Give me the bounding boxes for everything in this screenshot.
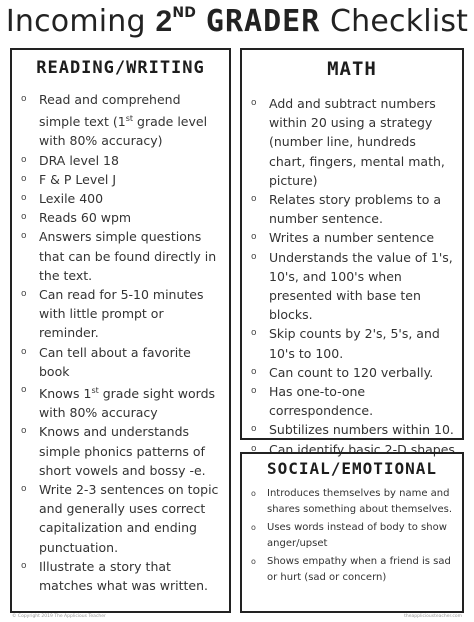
list-item: o Add and subtract numbers within 20 using a strategy (number line, hundreds chart, fingers, mental math, picture)	[251, 96, 445, 188]
list-item: o F & P Level J	[21, 170, 223, 189]
checkbox-circle-icon: o	[21, 231, 27, 242]
list-item: o Lexile 400	[21, 189, 223, 208]
list-item: o Introduces themselves by name and shares something about themselves.	[251, 488, 453, 515]
checkbox-circle-icon: o	[21, 346, 27, 357]
checkbox-circle-icon: o	[21, 94, 27, 104]
title-grade-word: GRADER	[205, 4, 321, 39]
list-item: o Understands the value of 1's, 10's, and 100's when presented with base ten blocks.	[251, 249, 453, 323]
list-item: o Knows and understands simple phonics patterns of short vowels and bossy -e.	[21, 424, 206, 478]
checkbox-circle-icon: o	[251, 424, 257, 435]
list-item: o Can read for 5-10 minutes with little prompt or reminder.	[21, 287, 204, 341]
checkbox-circle-icon: o	[21, 560, 27, 571]
list-item: o Shows empathy when a friend is sad or hurt (sad or concern)	[251, 556, 451, 583]
list-item: o Read and comprehend simple text (1st grade level with 80% accuracy)	[21, 92, 208, 149]
checkbox-circle-icon: o	[251, 523, 256, 533]
list-item: o Subtilizes numbers within 10.	[251, 420, 456, 439]
checkbox-circle-icon: o	[251, 366, 257, 377]
list-item: o Can tell about a favorite book	[21, 344, 191, 379]
math-checklist	[242, 94, 462, 459]
list-item: o Illustrate a story that matches what was written.	[21, 558, 208, 594]
checkbox-circle-icon: o	[251, 232, 257, 243]
social-emotional-heading: SOCIAL/EMOTIONAL	[266, 459, 438, 478]
page-title	[0, 4, 474, 39]
checkbox-circle-icon: o	[21, 154, 27, 165]
checkbox-circle-icon: o	[251, 386, 257, 397]
copyright-text: © Copyright 2019 The Applicious Teacher	[12, 614, 106, 619]
checkbox-circle-icon: o	[251, 98, 257, 108]
list-item: o Skip counts by 2's, 5's, and 10's to 100.	[251, 326, 440, 361]
checkbox-circle-icon: o	[21, 193, 27, 204]
checkbox-circle-icon: o	[251, 443, 257, 454]
website-text: theappliciousteacher.com	[404, 614, 462, 619]
math-section	[240, 48, 464, 457]
list-item: o Uses words instead of body to show anger/upset	[251, 522, 447, 549]
list-item: o Can identify basic 2-D shapes	[251, 440, 456, 459]
checkbox-circle-icon: o	[251, 194, 257, 205]
checkbox-circle-icon: o	[21, 289, 27, 300]
list-item: o Has one-to-one correspondence.	[251, 384, 374, 419]
title-prefix: Incoming	[5, 4, 156, 39]
reading-checklist	[12, 90, 229, 595]
checkbox-circle-icon: o	[21, 385, 27, 396]
list-item: o Answers simple questions that can be found directly in the text.	[21, 229, 217, 283]
checkbox-circle-icon: o	[251, 489, 256, 498]
checkbox-circle-icon: o	[21, 212, 27, 223]
social-emotional-section	[240, 452, 464, 613]
title-grade-suffix: ND	[172, 5, 197, 21]
list-item: o Relates story problems to a number sentence.	[251, 192, 441, 227]
checkbox-circle-icon: o	[21, 173, 27, 184]
checkbox-circle-icon: o	[251, 251, 257, 262]
list-item: o DRA level 18	[21, 151, 223, 170]
checkbox-circle-icon: o	[21, 426, 27, 437]
title-suffix: Checklist	[320, 4, 469, 39]
list-item: o Reads 60 wpm	[21, 208, 223, 227]
checkbox-circle-icon: o	[21, 484, 27, 495]
reading-writing-section	[10, 48, 231, 613]
checkbox-circle-icon: o	[251, 328, 257, 339]
list-item: o Writes a number sentence	[251, 228, 456, 247]
math-heading: MATH	[327, 58, 377, 80]
social-checklist	[242, 486, 462, 586]
reading-writing-heading: READING/WRITING	[36, 58, 205, 78]
checkbox-circle-icon: o	[251, 557, 256, 567]
list-item: o Can count to 120 verbally.	[251, 363, 456, 382]
list-item: o Knows 1st grade sight words with 80% accuracy	[21, 381, 223, 422]
list-item: o Write 2-3 sentences on topic and generally uses correct capitalization and ending punctuation.	[21, 482, 219, 555]
title-grade-number: 2	[155, 5, 173, 38]
